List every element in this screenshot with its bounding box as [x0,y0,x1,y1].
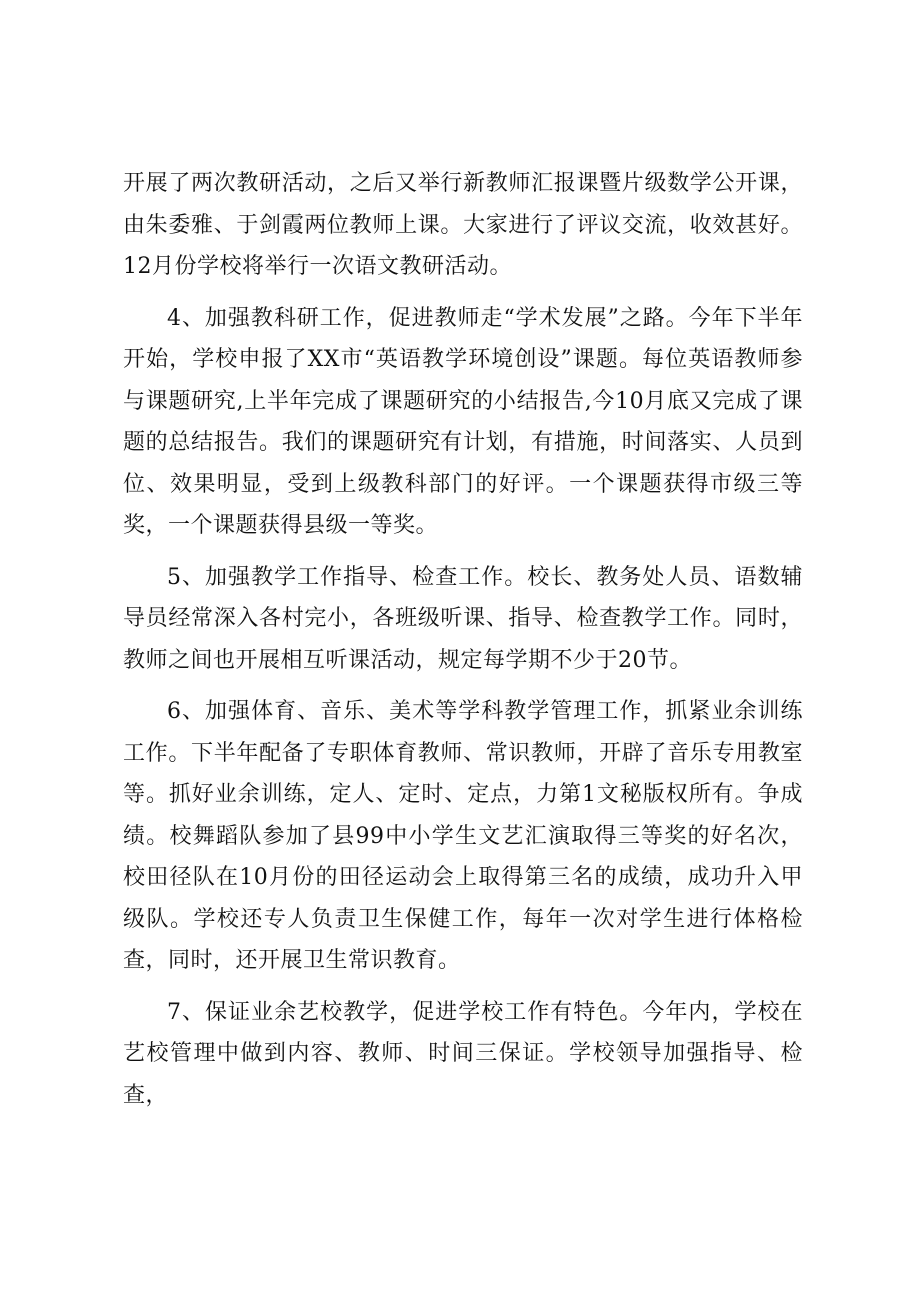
paragraph-item-5: 5、加强教学工作指导、检查工作。校长、教务处人员、语数辅导员经常深入各村完小，各班级听课、指导、检查教学工作。同时，教师之间也开展相互听课活动，规定每学期不少于20节。 [123,564,803,673]
paragraph-item-4: 4、加强教科研工作，促进教师走“学术发展”之路。今年下半年开始，学校申报了XX市“英语教学环境创设”课题。每位英语教师参与课题研究,上半年完成了课题研究的小结报告,今10月底又完成了课题的总结报告。我们的课题研究有计划，有措施，时间落实、人员到位、效果明显，受到上级教科部门的好评。一个课题获得市级三等奖，一个课题获得县级一等奖。 [123,305,803,538]
paragraph-item-6: 6、加强体育、音乐、美术等学科教学管理工作，抓紧业余训练工作。下半年配备了专职体育教师、常识教师，开辟了音乐专用教室等。抓好业余训练，定人、定时、定点，力第1文秘版权所有。争成绩。校舞蹈队参加了县99中小学生文艺汇演取得三等奖的好名次，校田径队在10月份的田径运动会上取得第三名的成绩，成功升入甲级队。学校还专人负责卫生保健工作，每年一次对学生进行体格检查，同时，还开展卫生常识教育。 [123,699,803,973]
document-body [123,163,803,1126]
paragraph-item-7: 7、保证业余艺校教学，促进学校工作有特色。今年内，学校在艺校管理中做到内容、教师、时间三保证。学校领导加强指导、检查， [123,999,803,1108]
paragraph-continuation: 开展了两次教研活动，之后又举行新教师汇报课暨片级数学公开课，由朱委雅、于剑霞两位教师上课。大家进行了评议交流，收效甚好。12月份学校将举行一次语文教研活动。 [123,171,803,279]
